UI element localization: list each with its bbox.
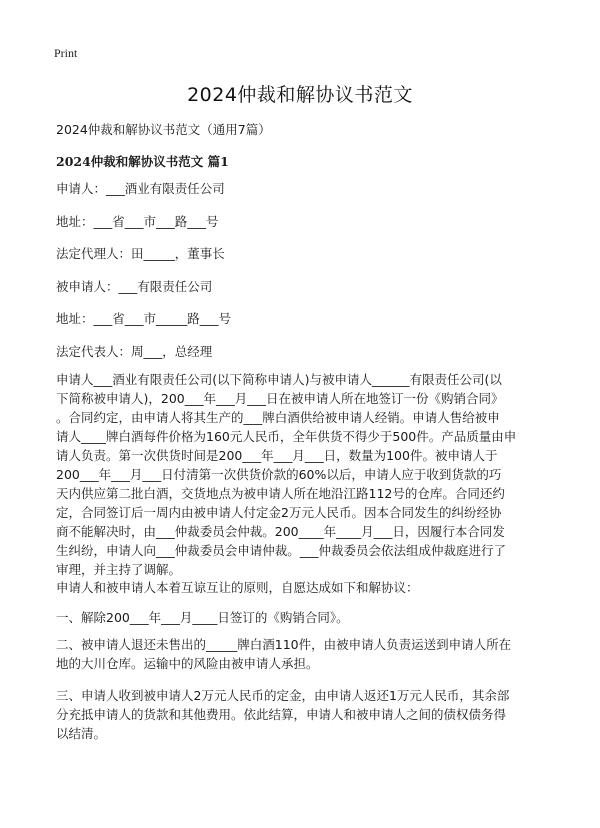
paragraph-line: 下简称被申请人)，200___年___月___日在被申请人所在地签订一份《购销合同》 (56, 391, 504, 406)
paragraph-line: 。合同约定，由申请人将其生产的___牌白酒供给被申请人经销。申请人售给被申 (56, 410, 500, 425)
paragraph-line: 定，合同签订后一周内由被申请人付定金2万元人民币。因本合同发生的纠纷经协 (56, 505, 502, 520)
field-legal-representative: 法定代表人：周___，总经理 (56, 344, 213, 359)
paragraph-line: 生纠纷，申请人向___仲裁委员会申请仲裁。___仲裁委员会依法组成仲裁庭进行了 (56, 543, 507, 558)
clause-1: 一、解除200___年___月____日签订的《购销合同》。 (56, 610, 349, 625)
paragraph-line: 天内供应第二批白酒，交货地点为被申请人所在地沿江路112号的仓库。合同还约 (56, 486, 505, 501)
paragraph-line: 商不能解决时，由___仲裁委员会仲裁。200____年____月___日，因履行本合同发 (56, 524, 505, 539)
field-applicant: 申请人：___酒业有限责任公司 (56, 181, 225, 196)
paragraph-line: 审理，并主持了调解。 (56, 562, 182, 577)
paragraph-agreement: 申请人和被申请人本着互谅互让的原则，自愿达成如下和解协议： (56, 580, 419, 595)
print-label: Print (54, 46, 78, 60)
clause-line: 地的大川仓库。运输中的风险由被申请人承担。 (56, 656, 319, 671)
paragraph-main (56, 370, 552, 579)
field-legal-agent: 法定代理人：田_____，董事长 (56, 246, 225, 261)
paragraph-line: 请人____牌白酒每件价格为160元人民币，全年供货不得少于500件。产品质量由申 (56, 429, 517, 444)
clause-line: 三、申请人收到被申请人2万元人民币的定金，由申请人返还1万元人民币，其余部 (56, 688, 510, 703)
field-respondent-address: 地址：___省___市_____路___号 (56, 311, 232, 326)
field-applicant-address: 地址：___省___市___路___号 (56, 214, 219, 229)
clause-line: 以结清。 (56, 726, 107, 741)
clause-line: 二、被申请人退还未售出的_____牌白酒110件，由被申请人负责运送到申请人所在 (56, 637, 512, 652)
clause-line: 分充抵申请人的货款和其他费用。依此结算，申请人和被申请人之间的债权债务得 (56, 707, 507, 722)
clause-3 (56, 686, 552, 743)
field-respondent: 被申请人：___有限责任公司 (56, 279, 213, 294)
clause-2 (56, 635, 552, 673)
document-title: 2024仲裁和解协议书范文 (187, 84, 413, 106)
section-title: 2024仲裁和解协议书范文 篇1 (56, 154, 229, 169)
paragraph-line: 申请人___酒业有限责任公司(以下简称申请人)与被申请人______有限责任公司(以 (56, 372, 502, 387)
paragraph-line: 200___年___月___日付清第一次供货价款的60%以后，申请人应于收到货款的巧 (56, 467, 502, 482)
document-subtitle: 2024仲裁和解协议书范文（通用7篇） (56, 122, 271, 137)
paragraph-line: 请人负责。第一次供货时间是200___年___月___日，数量为100件。被申请人于 (56, 448, 498, 463)
